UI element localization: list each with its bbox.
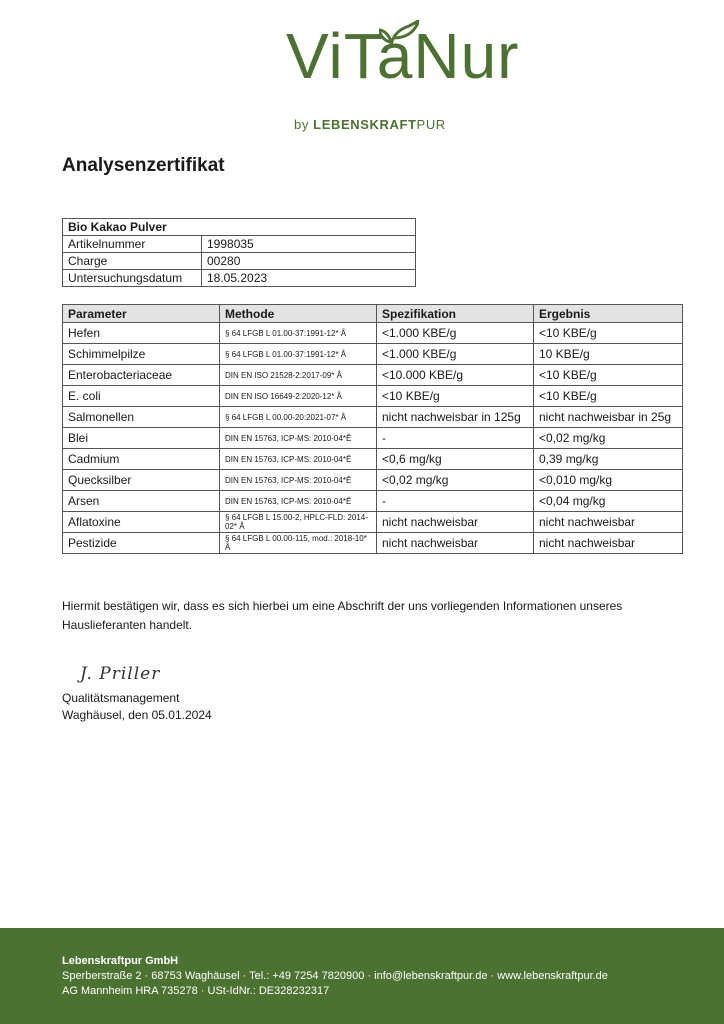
spec-cell: nicht nachweisbar in 125g (377, 407, 534, 428)
method-cell: DIN EN ISO 16649-2:2020-12* Å (220, 386, 377, 407)
footer-address: Sperberstraße 2 · 68753 Waghäusel · Tel.: +49 7254 7820900 · info@lebenskraftpur.de · www.lebenskraftpur.de (62, 970, 608, 982)
method-cell: § 64 LFGB L 00.00-20:2021-07* Å (220, 407, 377, 428)
info-label: Charge (63, 253, 202, 270)
result-cell: nicht nachweisbar (534, 533, 683, 554)
table-row (63, 236, 416, 253)
table-row (63, 344, 683, 365)
info-label: Artikelnummer (63, 236, 202, 253)
spec-cell: <10 KBE/g (377, 386, 534, 407)
column-header: Spezifikation (377, 305, 534, 323)
table-row (63, 407, 683, 428)
table-row (63, 533, 683, 554)
spec-cell: - (377, 428, 534, 449)
info-value: 1998035 (202, 236, 416, 253)
footer-company: Lebenskraftpur GmbH (62, 955, 179, 967)
signature: J. Priller (80, 664, 161, 684)
result-cell: <0,010 mg/kg (534, 470, 683, 491)
result-cell: nicht nachweisbar (534, 512, 683, 533)
parameter-cell: Cadmium (63, 449, 220, 470)
result-cell: <0,04 mg/kg (534, 491, 683, 512)
table-row (63, 512, 683, 533)
spec-cell: <1.000 KBE/g (377, 344, 534, 365)
result-cell: <10 KBE/g (534, 323, 683, 344)
spec-cell: nicht nachweisbar (377, 512, 534, 533)
table-row (63, 386, 683, 407)
method-cell: DIN EN 15763, ICP-MS: 2010-04*Ê (220, 428, 377, 449)
confirmation-statement: Hiermit bestätigen wir, dass es sich hierbei um eine Abschrift der uns vorliegenden Informationen unseres Hauslieferanten handelt. (62, 599, 623, 632)
parameter-cell: Enterobacteriaceae (63, 365, 220, 386)
table-row (63, 428, 683, 449)
result-cell: 0,39 mg/kg (534, 449, 683, 470)
table-row (63, 323, 683, 344)
parameter-cell: Schimmelpilze (63, 344, 220, 365)
spec-cell: <0,02 mg/kg (377, 470, 534, 491)
product-name: Bio Kakao Pulver (63, 219, 416, 236)
table-header-row (63, 305, 683, 323)
analysis-table (62, 304, 683, 554)
result-cell: <10 KBE/g (534, 386, 683, 407)
logo-tagline: by LEBENSKRAFTPUR (294, 117, 446, 132)
method-cell: DIN EN 15763, ICP-MS: 2010-04*Ê (220, 470, 377, 491)
parameter-cell: Salmonellen (63, 407, 220, 428)
table-row (63, 270, 416, 287)
parameter-cell: Blei (63, 428, 220, 449)
table-row (63, 253, 416, 270)
method-cell: DIN EN 15763, ICP-MS: 2010-04*Ê (220, 449, 377, 470)
info-value: 00280 (202, 253, 416, 270)
footer (0, 928, 724, 1024)
parameter-cell: Aflatoxine (63, 512, 220, 533)
method-cell: DIN EN ISO 21528-2:2017-09* Å (220, 365, 377, 386)
table-row (63, 470, 683, 491)
method-cell: § 64 LFGB L 15.00-2, HPLC-FLD: 2014-02* Å (220, 512, 377, 533)
parameter-cell: Pestizide (63, 533, 220, 554)
column-header: Methode (220, 305, 377, 323)
signature-block (62, 690, 212, 724)
result-cell: nicht nachweisbar in 25g (534, 407, 683, 428)
table-row (63, 449, 683, 470)
column-header: Ergebnis (534, 305, 683, 323)
logo-wordmark: ViTaNur (286, 20, 520, 92)
parameter-cell: Hefen (63, 323, 220, 344)
result-cell: <10 KBE/g (534, 365, 683, 386)
spec-cell: <1.000 KBE/g (377, 323, 534, 344)
footer-register: AG Mannheim HRA 735278 · USt-IdNr.: DE328232317 (62, 985, 330, 997)
vitapur-logo (284, 20, 520, 135)
table-row (63, 219, 416, 236)
spec-cell: - (377, 491, 534, 512)
parameter-cell: E. coli (63, 386, 220, 407)
method-cell: § 64 LFGB L 01.00-37:1991-12* Å (220, 344, 377, 365)
result-cell: <0,02 mg/kg (534, 428, 683, 449)
spec-cell: nicht nachweisbar (377, 533, 534, 554)
department-label: Qualitätsmanagement (62, 691, 180, 705)
product-info-table (62, 218, 416, 287)
place-date: Waghäusel, den 05.01.2024 (62, 708, 212, 722)
result-cell: 10 KBE/g (534, 344, 683, 365)
info-label: Untersuchungsdatum (63, 270, 202, 287)
parameter-cell: Arsen (63, 491, 220, 512)
method-cell: DIN EN 15763, ICP-MS: 2010-04*Ê (220, 491, 377, 512)
parameter-cell: Quecksilber (63, 470, 220, 491)
spec-cell: <10.000 KBE/g (377, 365, 534, 386)
table-row (63, 491, 683, 512)
method-cell: § 64 LFGB L 01.00-37:1991-12* Å (220, 323, 377, 344)
spec-cell: <0,6 mg/kg (377, 449, 534, 470)
method-cell: § 64 LFGB L 00.00-115, mod.: 2018-10* Å (220, 533, 377, 554)
column-header: Parameter (63, 305, 220, 323)
info-value: 18.05.2023 (202, 270, 416, 287)
table-row (63, 365, 683, 386)
page-title: Analysenzertifikat (62, 155, 225, 176)
